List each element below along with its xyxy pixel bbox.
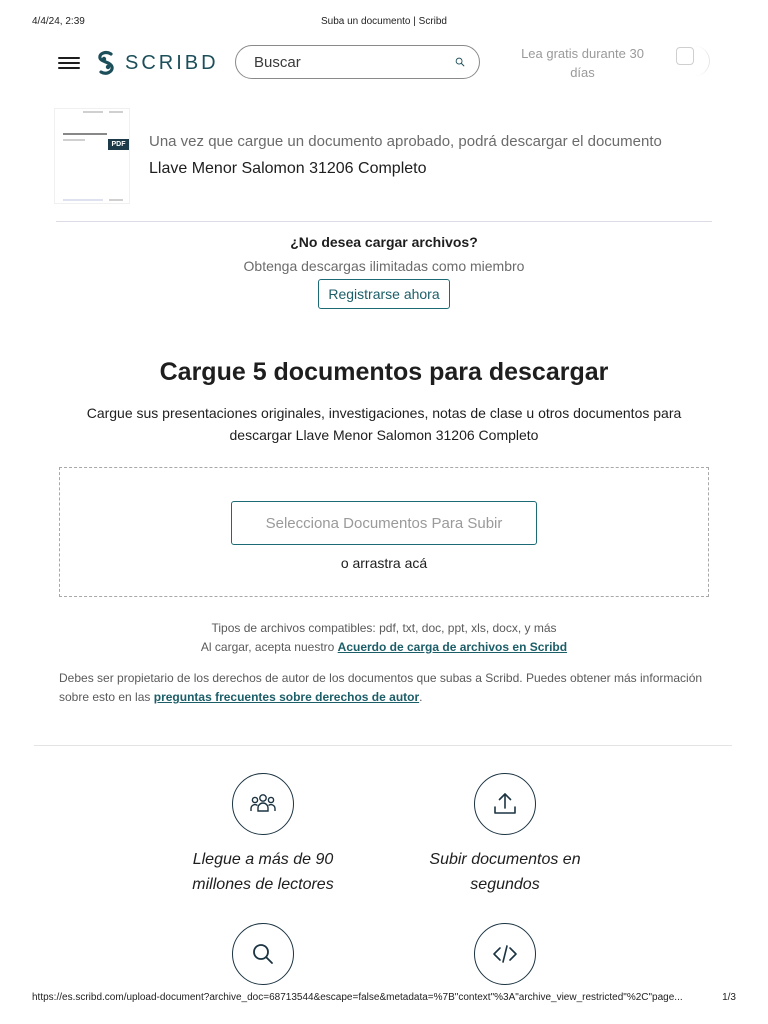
thumb-line (63, 133, 107, 135)
upload-heading: Cargue 5 documentos para descargar (159, 358, 609, 386)
agreement-prefix: Al cargar, acepta nuestro (200, 640, 338, 654)
divider (56, 221, 712, 222)
toggle-knob (676, 47, 694, 65)
print-url: https://es.scribd.com/upload-document?archive_doc=68713544&escape=false&metadata=%7B"context"%3A"archive_view_restricted"%2C"page... (32, 992, 683, 1003)
feature-upload-circle (474, 773, 536, 835)
feature-search-circle (232, 923, 294, 985)
copyright-notice (59, 669, 709, 707)
search-bar[interactable] (235, 45, 480, 79)
register-button[interactable]: Registrarse ahora (318, 279, 450, 309)
print-date: 4/4/24, 2:39 (32, 16, 85, 27)
feature-readers-text: Llegue a más de 90 millones de lectores (192, 851, 334, 893)
free-trial-promo[interactable]: Lea gratis durante 30 días (521, 46, 644, 80)
people-icon (248, 789, 278, 819)
upload-icon (490, 789, 520, 819)
membership-subtitle: Obtenga descargas ilimitadas como miembro (243, 258, 525, 274)
select-documents-button[interactable]: Selecciona Documentos Para Subir (231, 501, 537, 545)
thumb-line (83, 111, 103, 113)
upload-description: Cargue sus presentaciones originales, investigaciones, notas de clase u otros documentos para descargar Llave Menor Salomon 31206 Completo (86, 405, 682, 443)
upload-agreement (0, 640, 768, 654)
search-icon (248, 939, 278, 969)
feature-upload-text: Subir documentos en segundos (429, 851, 581, 893)
divider (34, 745, 732, 746)
thumb-line (63, 139, 85, 141)
thumb-line (109, 199, 123, 201)
document-thumbnail (55, 109, 129, 203)
search-input[interactable] (252, 53, 455, 72)
print-footer (32, 992, 736, 1006)
print-page-number: 1/3 (722, 992, 736, 1003)
menu-icon[interactable] (58, 54, 80, 72)
copyright-suffix: . (419, 690, 423, 704)
print-header (32, 16, 736, 30)
logo-text: SCRIBD (125, 51, 219, 74)
thumb-line (63, 199, 103, 201)
copyright-faq-link[interactable]: preguntas frecuentes sobre derechos de autor (153, 690, 420, 704)
document-title: Llave Menor Salomon 31206 Completo (149, 160, 427, 177)
drag-here-text: o arrastra acá (340, 555, 428, 571)
pdf-badge: PDF (108, 139, 129, 150)
thumb-line (109, 111, 123, 113)
supported-filetypes: Tipos de archivos compatibles: pdf, txt, doc, ppt, xls, docx, y más (211, 621, 557, 635)
upload-agreement-link[interactable]: Acuerdo de carga de archivos en Scribd (337, 640, 568, 654)
copyright-prefix: Debes ser propietario de los derechos de autor de los documentos que subas a Scribd. Puedes obtener más información sobre esto en las (59, 671, 703, 704)
feature-readers-circle (232, 773, 294, 835)
code-icon (490, 939, 520, 969)
account-toggle[interactable] (674, 46, 710, 76)
search-icon[interactable] (455, 51, 465, 73)
download-note: Una vez que cargue un documento aprobado, podrá descargar el documento (149, 133, 662, 150)
print-page-title: Suba un documento | Scribd (320, 16, 447, 27)
scribd-logo-icon (95, 50, 117, 76)
scribd-logo[interactable] (95, 49, 219, 77)
no-upload-question: ¿No desea cargar archivos? (290, 234, 478, 250)
feature-code-circle (474, 923, 536, 985)
